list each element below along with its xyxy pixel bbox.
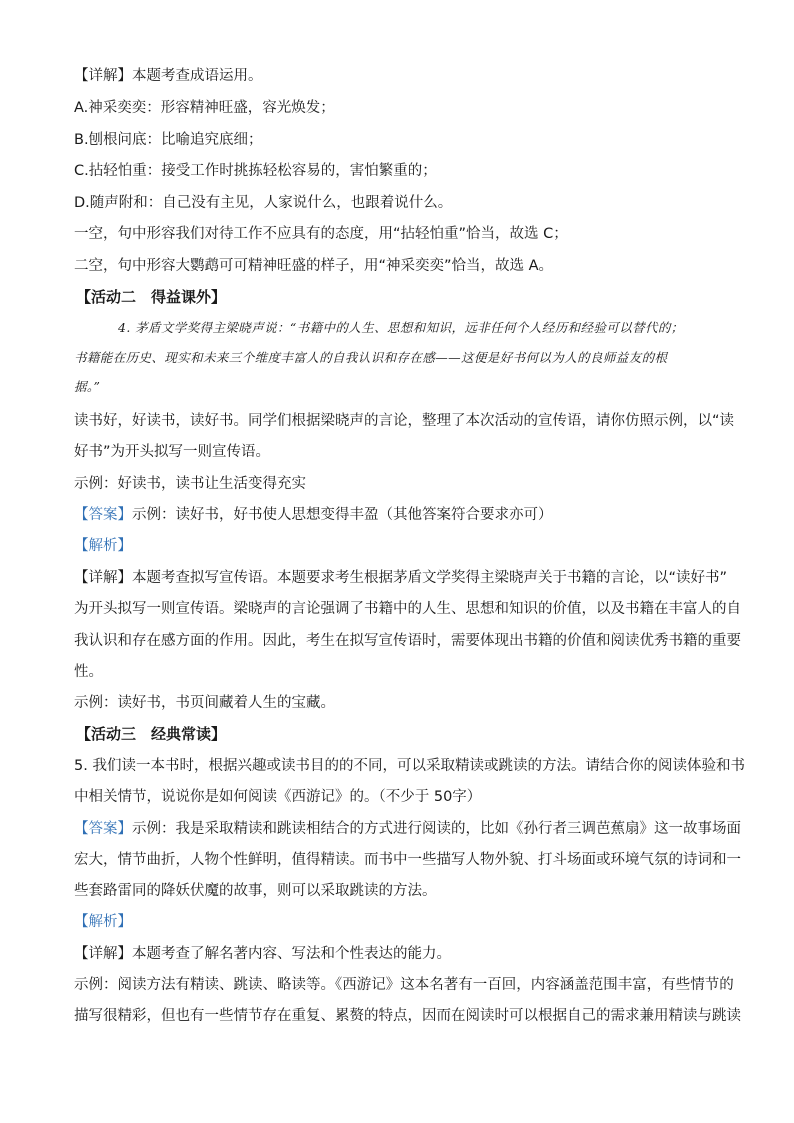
answer-5-text: 示例：我是采取精读和跳读相结合的方式进行阅读的，比如《孙行者三调芭蕉扇》这一故事场面 — [132, 821, 741, 837]
detail-4-line-1: 【详解】本题考查拟写宣传语。本题要求考生根据茅盾文学奖得主梁晓声关于书籍的言论，以“读好书” — [74, 570, 728, 586]
detail-explanation-1: 【详解】本题考查成语运用。 — [74, 68, 263, 84]
answer-5-line-1 — [74, 819, 741, 839]
answer-4 — [74, 505, 553, 525]
detail-4-line-4: 性。 — [74, 664, 103, 680]
analysis-tag-1: 【解析】 — [74, 538, 132, 554]
question-4-example: 示例：好读书，读书让生活变得充实 — [74, 476, 306, 492]
section-heading-activity-2: 【活动二 得益课外】 — [76, 288, 227, 306]
detail-4-line-2: 为开头拟写一则宣传语。梁晓声的言论强调了书籍中的人生、思想和知识的价值，以及书籍在丰富人的自 — [74, 601, 741, 617]
option-c: C.拈轻怕重：接受工作时挑拣轻松容易的，害怕繁重的； — [74, 163, 437, 179]
detail-5-line-1: 【详解】本题考查了解名著内容、写法和个性表达的能力。 — [74, 946, 451, 962]
analysis-tag-2: 【解析】 — [74, 914, 132, 930]
question-4-line-2: 书籍能在历史、现实和未来三个维度丰富人的自我认识和存在感——这便是好书何以为人的良师益友的根 — [74, 350, 668, 365]
detail-5-line-2: 示例：阅读方法有精读、跳读、略读等。《西游记》这本名著有一百回，内容涵盖范围丰富，有些情节的 — [74, 977, 734, 993]
answer-tag: 【答案】 — [74, 821, 132, 837]
question-4-line-1: 4. 茅盾文学奖得主梁晓声说：“书籍中的人生、思想和知识，远非任何个人经历和经验可以替代的； — [118, 320, 684, 335]
option-a: A.神采奕奕：形容精神旺盛，容光焕发； — [74, 100, 335, 116]
answer-tag: 【答案】 — [74, 507, 132, 523]
question-4-prompt-2: 好书”为开头拟写一则宣传语。 — [74, 444, 271, 460]
detail-4-example: 示例：读好书，书页间藏着人生的宝藏。 — [74, 695, 335, 711]
question-4-line-3: 据。” — [74, 379, 101, 394]
answer-blank-2: 二空，句中形容大鹦鹉可可精神旺盛的样子，用“神采奕奕”恰当，故选 A。 — [74, 258, 554, 274]
option-b: B.刨根问底：比喻追究底细； — [74, 132, 263, 148]
answer-blank-1: 一空，句中形容我们对待工作不应具有的态度，用“拈轻怕重”恰当，故选 C； — [74, 226, 568, 242]
option-d: D.随声附和：自己没有主见，人家说什么，也跟着说什么。 — [74, 195, 453, 211]
answer-4-text: 示例：读好书，好书使人思想变得丰盈（其他答案符合要求亦可） — [132, 507, 553, 523]
detail-4-line-3: 我认识和存在感方面的作用。因此，考生在拟写宣传语时，需要体现出书籍的价值和阅读优秀书籍的重要 — [74, 633, 741, 649]
answer-5-line-2: 宏大，情节曲折，人物个性鲜明，值得精读。而书中一些描写人物外貌、打斗场面或环境气氛的诗词和一 — [74, 852, 741, 868]
question-5-line-1: 5. 我们读一本书时，根据兴趣或读书目的的不同，可以采取精读或跳读的方法。请结合你的阅读体验和书 — [74, 758, 745, 774]
detail-5-line-3: 描写很精彩，但也有一些情节存在重复、累赘的特点，因而在阅读时可以根据自己的需求兼用精读与跳读 — [74, 1008, 741, 1024]
section-heading-activity-3: 【活动三 经典常读】 — [76, 725, 227, 743]
answer-5-line-3: 些套路雷同的降妖伏魔的故事，则可以采取跳读的方法。 — [74, 883, 437, 899]
question-5-line-2: 中相关情节，说说你是如何阅读《西游记》的。（不少于 50字） — [74, 789, 482, 805]
question-4-prompt-1: 读书好，好读书，读好书。同学们根据梁晓声的言论，整理了本次活动的宣传语，请你仿照示例，以“读 — [74, 413, 735, 429]
